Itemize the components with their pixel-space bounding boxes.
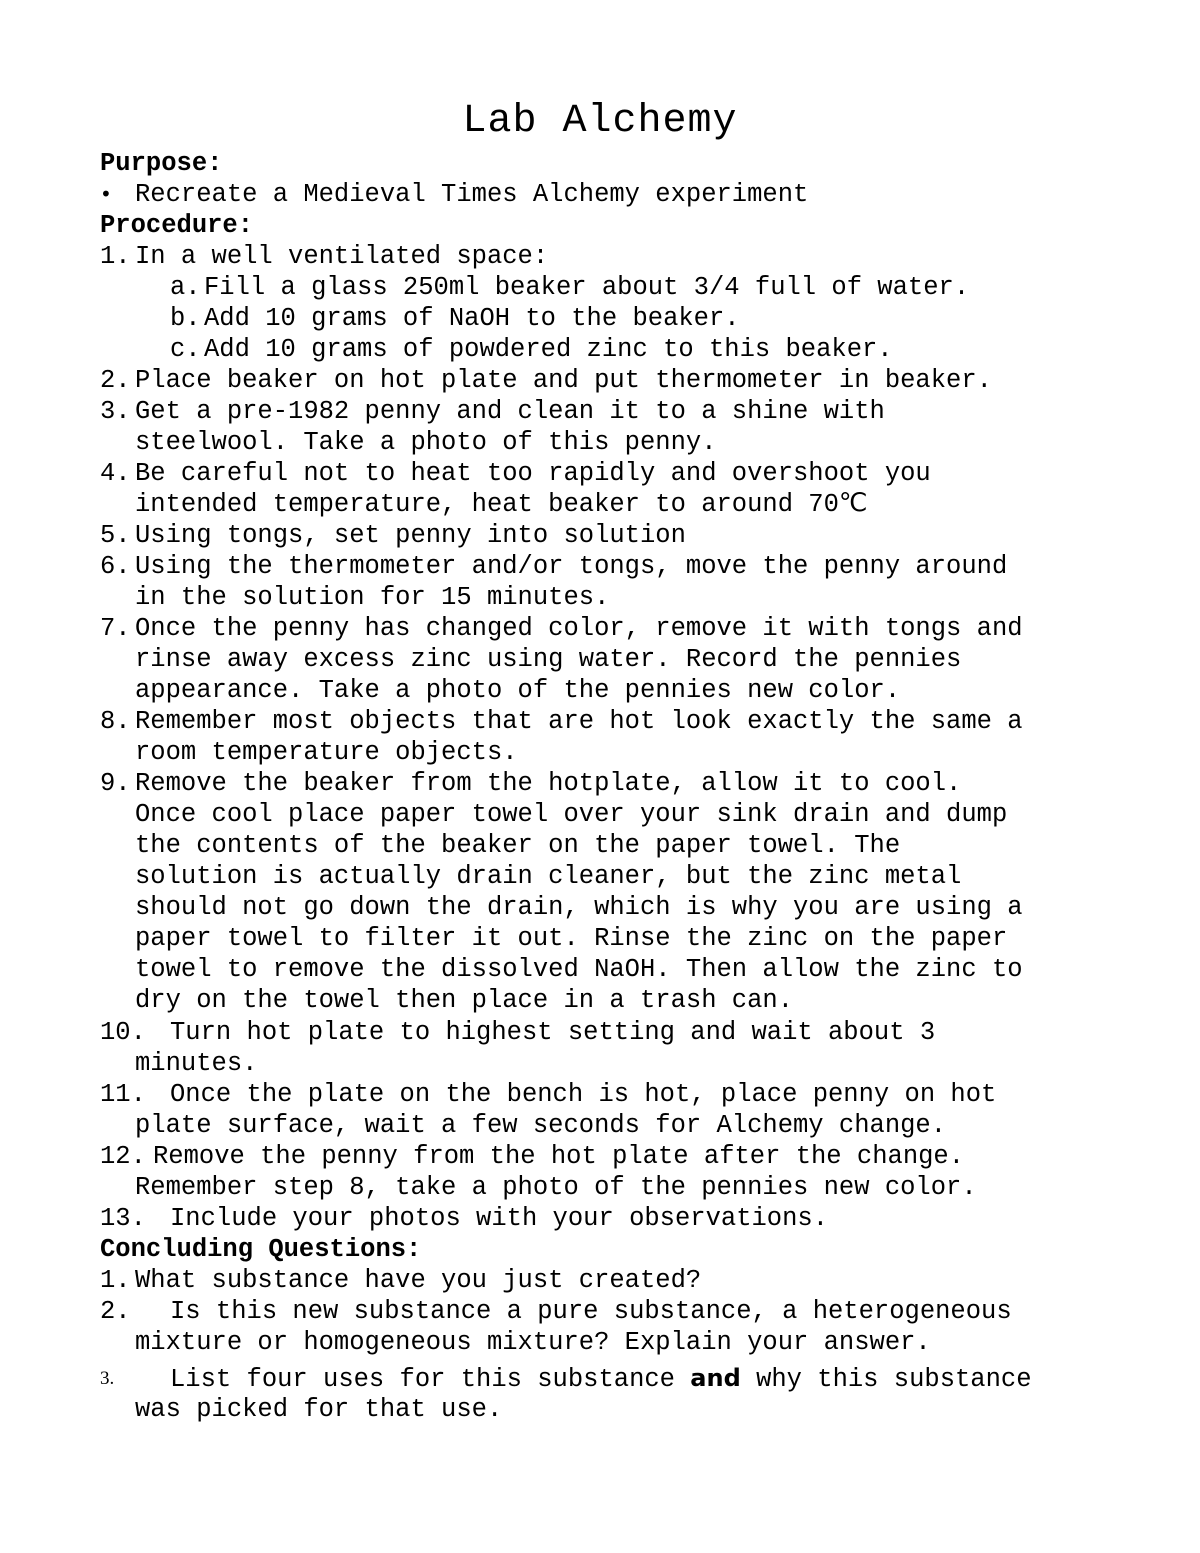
- procedure-step-13: 13. Include your photos with your observations.: [100, 1204, 829, 1233]
- question-2: 2. Is this new substance a pure substance, a heterogeneous: [100, 1297, 1012, 1326]
- procedure-step-12-cont: Remember step 8, take a photo of the pennies new color.: [135, 1173, 977, 1202]
- procedure-step-12: 12. Remove the penny from the hot plate after the change.: [100, 1142, 965, 1171]
- procedure-step-6: 6. Using the thermometer and/or tongs, move the penny around: [100, 552, 1008, 581]
- procedure-heading: Procedure:: [100, 211, 254, 240]
- procedure-step-8-cont: room temperature objects.: [135, 738, 518, 767]
- bullet-icon: •: [100, 182, 112, 206]
- procedure-substep-b: b. Add 10 grams of NaOH to the beaker.: [170, 304, 740, 333]
- emphasis-and: and: [690, 1364, 741, 1392]
- procedure-step-2: 2. Place beaker on hot plate and put thermometer in beaker.: [100, 366, 992, 395]
- question-3: 3. List four uses for this substance and why this substance: [100, 1364, 1032, 1394]
- questions-heading: Concluding Questions:: [100, 1235, 422, 1264]
- procedure-step-9-cont: should not go down the drain, which is why you are using a: [135, 893, 1023, 922]
- procedure-step-7-cont: rinse away excess zinc using water. Record the pennies: [135, 645, 962, 674]
- procedure-step-9: 9. Remove the beaker from the hotplate, allow it to cool.: [100, 769, 962, 798]
- procedure-step-5: 5. Using tongs, set penny into solution: [100, 521, 686, 550]
- procedure-step-4: 4. Be careful not to heat too rapidly and overshoot you: [100, 459, 931, 488]
- page-title: Lab Alchemy: [462, 99, 738, 144]
- procedure-step-8: 8. Remember most objects that are hot look exactly the same a: [100, 707, 1023, 736]
- procedure-step-3-cont: steelwool. Take a photo of this penny.: [135, 428, 717, 457]
- question-1: 1. What substance have you just created?: [100, 1266, 702, 1295]
- question-2-cont: mixture or homogeneous mixture? Explain your answer.: [135, 1328, 931, 1357]
- purpose-heading: Purpose:: [100, 149, 223, 178]
- procedure-step-3: 3. Get a pre-1982 penny and clean it to a shine with: [100, 397, 885, 426]
- procedure-substep-a: a. Fill a glass 250ml beaker about 3/4 full of water.: [170, 273, 970, 302]
- procedure-step-10: 10. Turn hot plate to highest setting and wait about 3: [100, 1018, 936, 1047]
- procedure-step-11-cont: plate surface, wait a few seconds for Alchemy change.: [135, 1111, 947, 1140]
- procedure-step-9-cont: towel to remove the dissolved NaOH. Then allow the zinc to: [135, 955, 1023, 984]
- procedure-step-6-cont: in the solution for 15 minutes.: [135, 583, 610, 612]
- procedure-step-9-cont: Once cool place paper towel over your sink drain and dump: [135, 800, 1008, 829]
- procedure-step-10-cont: minutes.: [135, 1049, 258, 1078]
- purpose-item: • Recreate a Medieval Times Alchemy experiment: [100, 180, 809, 209]
- procedure-step-7: 7. Once the penny has changed color, remove it with tongs and: [100, 614, 1023, 643]
- procedure-step-7-cont: appearance. Take a photo of the pennies new color.: [135, 676, 901, 705]
- procedure-step-9-cont: dry on the towel then place in a trash can.: [135, 986, 794, 1015]
- procedure-substep-c: c. Add 10 grams of powdered zinc to this beaker.: [170, 335, 893, 364]
- procedure-step-1: 1. In a well ventilated space:: [100, 242, 549, 271]
- procedure-step-4-cont: intended temperature, heat beaker to around 70℃: [135, 490, 868, 519]
- procedure-step-11: 11. Once the plate on the bench is hot, place penny on hot: [100, 1080, 997, 1109]
- procedure-step-9-cont: the contents of the beaker on the paper towel. The: [135, 831, 901, 860]
- procedure-step-9-cont: paper towel to filter it out. Rinse the zinc on the paper: [135, 924, 1008, 953]
- procedure-step-9-cont: solution is actually drain cleaner, but the zinc metal: [135, 862, 962, 891]
- question-3-cont: was picked for that use.: [135, 1395, 503, 1424]
